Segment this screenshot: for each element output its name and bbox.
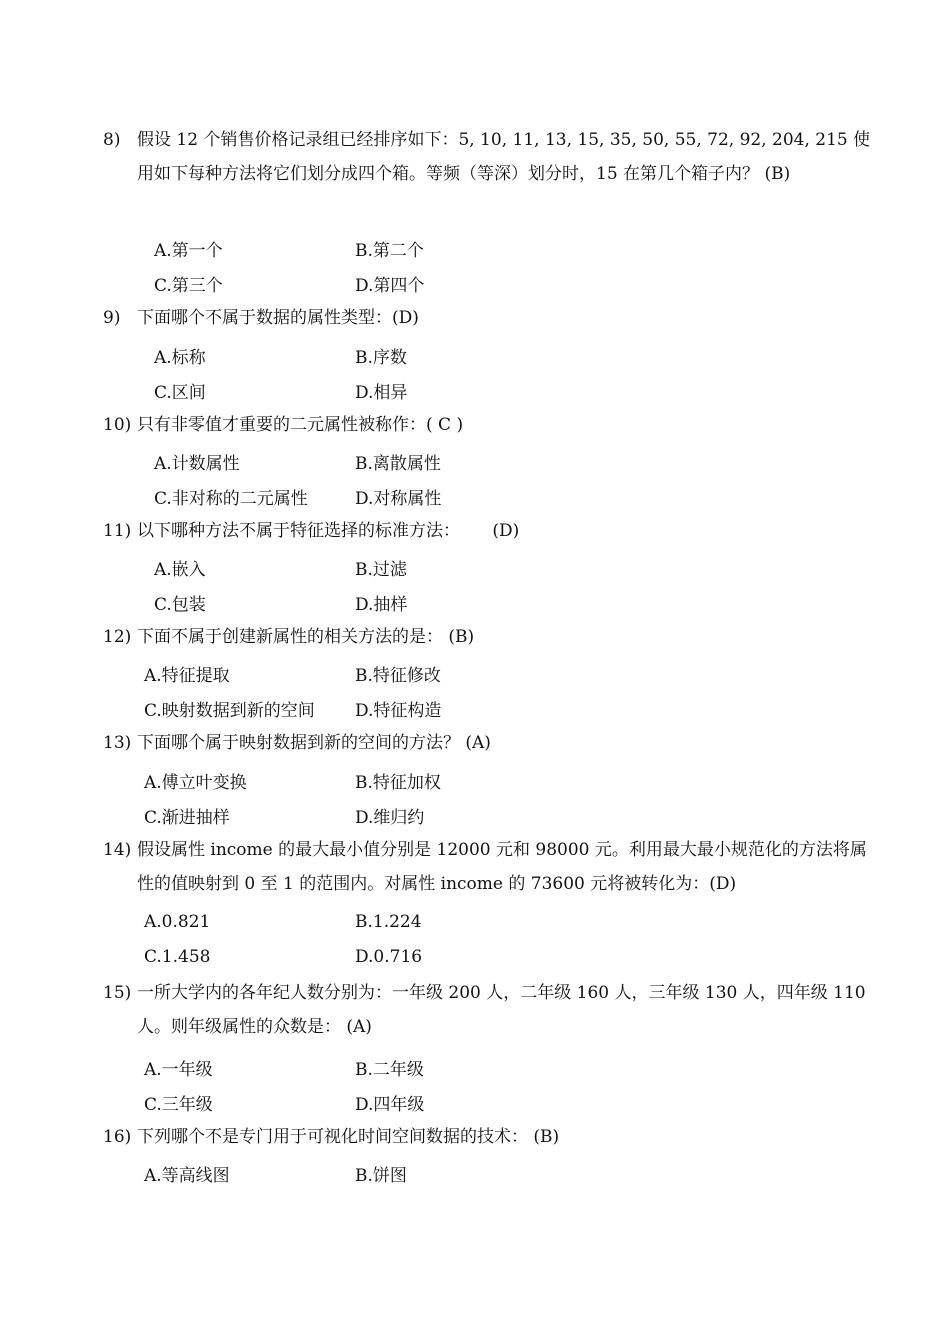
question-number: 14) [103, 840, 132, 860]
question-text: 下面哪个不属于数据的属性类型：(D) [137, 308, 419, 328]
question-number: 10) [103, 415, 132, 435]
option-c: C.渐进抽样 [144, 808, 230, 828]
option-b: B.特征修改 [355, 666, 441, 686]
option-c: C.三年级 [144, 1095, 213, 1115]
question-number: 9) [103, 308, 121, 328]
option-d: D.相异 [355, 383, 408, 403]
option-a: A.标称 [154, 348, 206, 368]
option-d: D.对称属性 [355, 489, 442, 509]
option-d: D.四年级 [355, 1095, 425, 1115]
option-a: A.特征提取 [144, 666, 230, 686]
option-b: B.二年级 [355, 1060, 424, 1080]
option-c: C.映射数据到新的空间 [144, 701, 315, 721]
question-number: 12) [103, 627, 132, 647]
option-b: B.第二个 [355, 241, 424, 261]
question-number: 16) [103, 1127, 132, 1147]
option-d: D.第四个 [355, 276, 425, 296]
option-a: A.第一个 [154, 241, 223, 261]
question-text: 一所大学内的各年纪人数分别为：一年级 200 人，二年级 160 人，三年级 130 人，四年级 110 人。则年级属性的众数是： (A) [137, 983, 866, 1037]
question-text: 下面哪个属于映射数据到新的空间的方法？ (A) [137, 733, 491, 753]
option-b: B.饼图 [355, 1166, 407, 1186]
question-number: 11) [103, 521, 132, 541]
question-text: 下列哪个不是专门用于可视化时间空间数据的技术： (B) [137, 1127, 560, 1147]
option-b: B.过滤 [355, 560, 407, 580]
question-text: 假设属性 income 的最大最小值分别是 12000 元和 98000 元。利用最大最小规范化的方法将属性的值映射到 0 至 1 的范围内。对属性 income 的 73600 元将被转化为：(D) [137, 840, 867, 894]
option-b: B.特征加权 [355, 773, 441, 793]
question-number: 13) [103, 733, 132, 753]
option-a: A.0.821 [144, 912, 211, 932]
option-b: B.离散属性 [355, 454, 441, 474]
question-11 [103, 514, 873, 548]
option-c: C.区间 [154, 383, 206, 403]
option-c: C.包装 [154, 595, 206, 615]
question-number: 15) [103, 983, 132, 1003]
option-a: A.傅立叶变换 [144, 773, 247, 793]
question-text: 只有非零值才重要的二元属性被称作：( C ) [137, 415, 464, 435]
option-b: B.1.224 [355, 912, 422, 932]
option-c: C.第三个 [154, 276, 223, 296]
option-a: A.一年级 [144, 1060, 213, 1080]
question-16 [103, 1120, 873, 1154]
question-text: 假设 12 个销售价格记录组已经排序如下：5, 10, 11, 13, 15, 35, 50, 55, 72, 92, 204, 215 使用如下每种方法将它们划分成四个箱。等频（等深）划分时，15 在第几个箱子内？ (B) [137, 130, 871, 184]
option-c: C.1.458 [144, 947, 211, 967]
question-14 [103, 833, 873, 901]
question-text: 以下哪种方法不属于特征选择的标准方法： (D) [137, 521, 520, 541]
question-13 [103, 726, 873, 760]
question-10 [103, 408, 873, 442]
option-d: D.维归约 [355, 808, 425, 828]
option-b: B.序数 [355, 348, 407, 368]
question-9 [103, 301, 873, 335]
question-15 [103, 976, 873, 1044]
option-d: D.抽样 [355, 595, 408, 615]
option-d: D.特征构造 [355, 701, 442, 721]
question-number: 8) [103, 130, 121, 150]
question-text: 下面不属于创建新属性的相关方法的是： (B) [137, 627, 475, 647]
option-a: A.计数属性 [154, 454, 240, 474]
question-12 [103, 620, 873, 654]
question-8 [103, 123, 873, 191]
option-d: D.0.716 [355, 947, 423, 967]
option-a: A.嵌入 [154, 560, 206, 580]
option-c: C.非对称的二元属性 [154, 489, 308, 509]
option-a: A.等高线图 [144, 1166, 230, 1186]
